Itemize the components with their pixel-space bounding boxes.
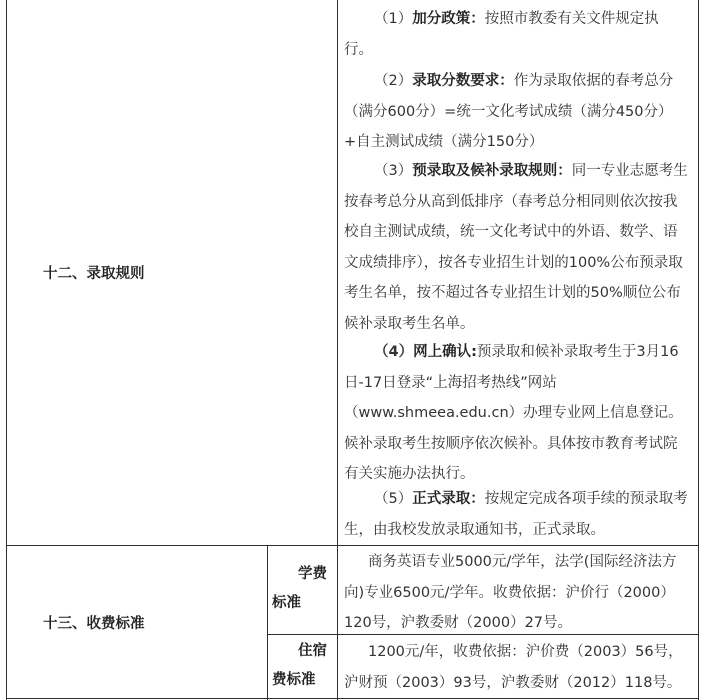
row-label-admission-rules — [7, 0, 257, 545]
paragraph-text: 预录取和候补录取考生于3月16日-17日登录“上海招考热线”网站（www.shmeea.edu.cn）办理专业网上信息登记。候补录取考生按顺序依次候补。具体按市教育考试院有关实施办法执行。 — [344, 344, 683, 482]
paragraph-number: （3） — [374, 163, 413, 179]
rule-paragraph-4 — [344, 337, 689, 490]
paragraph-text: 同一专业志愿考生按春考总分从高到低排序（春考总分相同则依次按我校自主测试成绩，统一文化考试中的外语、数学、语文成绩排序），按各专业招生计划的100%公布预录取考生名单，按不超过各专业招生计划的50%顺位公布候补录取考生名单。 — [344, 163, 688, 332]
sublabel-line: 标准 — [272, 595, 301, 611]
rule-paragraph-2 — [344, 66, 689, 158]
fee-text: 商务英语专业5000元/学年，法学(国际经济法方向)专业6500元/学年。收费依据：沪价行（2000）120号，沪教委财（2000）27号。 — [344, 554, 677, 631]
row-label-text: 十三、收费标准 — [43, 615, 145, 632]
paragraph-text: 按规定完成各项手续的预录取考生，由我校发放录取通知书，正式录取。 — [344, 491, 688, 538]
row-label-text: 十二、录取规则 — [43, 266, 145, 282]
table-border-right — [698, 0, 699, 700]
paragraph-number: （2） — [374, 73, 413, 89]
sublabel-line: 住宿 — [298, 643, 327, 659]
paragraph-text: 作为录取依据的春考总分（满分600分）=统一文化考试成绩（满分450分）+自主测试成绩（满分150分） — [344, 73, 674, 150]
column-divider — [337, 0, 338, 700]
paragraph-heading: 正式录取： — [412, 491, 485, 507]
rule-paragraph-1: （1）加分政策：按照市教委有关文件规定执 行。 — [344, 11, 659, 58]
paragraph-number: （4） — [374, 344, 414, 360]
rule-paragraph-5 — [344, 484, 689, 545]
fee-paragraph-accommodation — [344, 637, 689, 698]
paragraph-number: （5） — [374, 491, 413, 507]
paragraph-heading: 录取分数要求： — [412, 73, 514, 89]
fee-text: 1200元/年，收费依据：沪价费（2003）56号，沪财预（2003）93号，沪教委财（2012）118号。 — [344, 644, 683, 691]
paragraph-heading: 网上确认: — [413, 344, 477, 360]
paragraph-heading: 加分政策： — [412, 11, 485, 27]
sublabel-line: 费标准 — [272, 672, 316, 688]
paragraph-heading: 预录取及候补录取规则： — [412, 163, 572, 179]
paragraph-text: 按照市教委有关文件规定执 — [484, 11, 659, 27]
rule-paragraph-3 — [344, 156, 689, 339]
row-label-fee-standard — [7, 546, 267, 698]
sublabel-accommodation — [268, 637, 337, 695]
sublabel-tuition — [268, 560, 337, 618]
paragraph-number: （1） — [374, 11, 413, 27]
sublabel-line: 学费 — [298, 566, 327, 582]
table-border-bottom — [6, 698, 699, 699]
fee-paragraph-tuition — [344, 547, 689, 639]
